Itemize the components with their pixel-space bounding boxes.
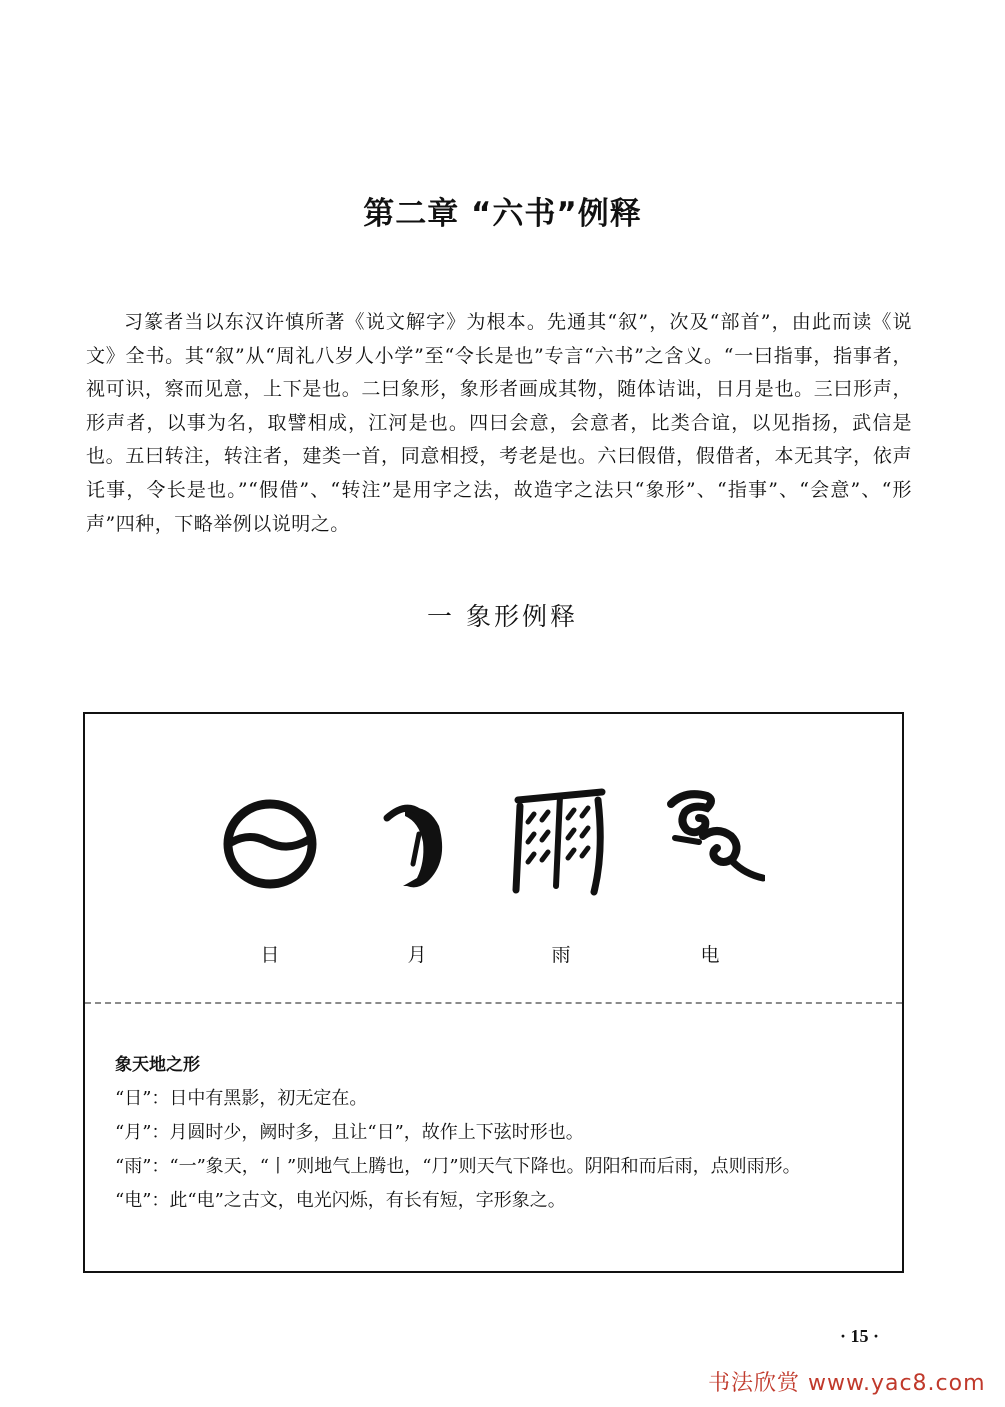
glyph-label-ri: 日 bbox=[260, 944, 280, 966]
note-yu: “雨”：“一”象天，“丨”则地气上腾也，“⺆”则天气下降也。阴阳和而后雨，点则雨形。 bbox=[115, 1156, 801, 1177]
glyph-row bbox=[85, 714, 902, 1004]
note-yue: “月”：月圆时少，阙时多，且让“日”，故作上下弦时形也。 bbox=[115, 1122, 584, 1143]
watermark: 书法欣赏 www.yac8.com bbox=[708, 1371, 986, 1396]
seal-script-dian-icon bbox=[645, 782, 765, 902]
intro-text bbox=[86, 306, 912, 541]
notes-block bbox=[115, 1048, 885, 1218]
seal-script-yue-icon bbox=[357, 782, 477, 902]
glyph-label-yu: 雨 bbox=[551, 944, 571, 966]
seal-script-ri-icon bbox=[210, 782, 330, 902]
notes-heading: 象天地之形 bbox=[115, 1055, 200, 1075]
page-number: · 15 · bbox=[840, 1326, 880, 1346]
glyph-label-dian: 电 bbox=[700, 944, 720, 966]
section-title: 一 象形例释 bbox=[427, 602, 578, 631]
note-ri: “日”：日中有黑影，初无定在。 bbox=[115, 1088, 368, 1109]
intro-paragraph: 习篆者当以东汉许慎所著《说文解字》为根本。先通其“叙”，次及“部首”，由此而读《说文》全书。其“叙”从“周礼八岁人小学”至“令长是也”专言“六书”之含义。“一曰指事，指事者，视可识，察而见意，上下是也。二曰象形，象形者画成其物，随体诘诎，日月是也。三曰形声，形声者，以事为名，取譬相成，江河是也。四曰会意，会意者，比类合谊，以见指扬，武信是也。五曰转注，转注者，建类一首，同意相授，考老是也。六曰假借，假借者，本无其字，依声讬事，令长是也。”“假借”、“转注”是用字之法，故造字之法只“象形”、“指事”、“会意”、“形声”四种，下略举例以说明之。 bbox=[86, 311, 912, 535]
note-dian: “电”：此“电”之古文，电光闪烁，有长有短，字形象之。 bbox=[115, 1190, 566, 1211]
illustration-box bbox=[83, 712, 904, 1273]
glyph-label-yue: 月 bbox=[407, 944, 427, 966]
dashed-divider bbox=[85, 1002, 902, 1004]
seal-script-yu-icon bbox=[498, 782, 618, 902]
chapter-title: 第二章 “六书”例释 bbox=[363, 196, 642, 232]
